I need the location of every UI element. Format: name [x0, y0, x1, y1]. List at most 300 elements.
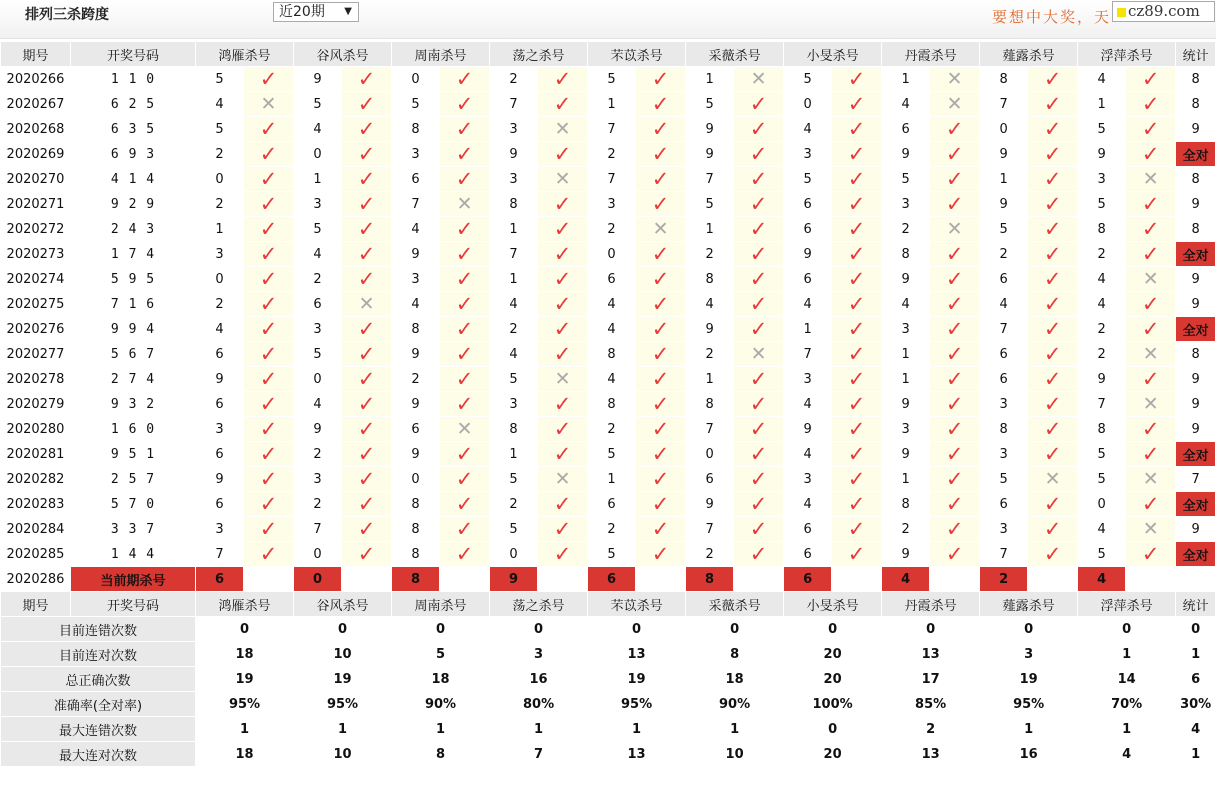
- stat-cell: 8: [1176, 217, 1216, 242]
- check-icon: ✓: [749, 416, 768, 441]
- kill-number-cell: 2: [980, 242, 1028, 267]
- result-cell: [636, 142, 686, 167]
- result-cell: [342, 267, 392, 292]
- kill-number-cell: 8: [392, 317, 440, 342]
- check-icon: ✓: [1043, 216, 1062, 241]
- check-icon: ✓: [553, 241, 572, 266]
- kill-number-cell: 4: [1078, 267, 1126, 292]
- kill-number-cell: 9: [392, 442, 440, 467]
- header-expert[interactable]: 采薇杀号: [686, 42, 784, 67]
- result-cell: [930, 117, 980, 142]
- kill-number-cell: 9: [686, 317, 734, 342]
- check-icon: ✓: [455, 516, 474, 541]
- check-icon: ✓: [259, 266, 278, 291]
- cross-icon: ✕: [554, 168, 571, 190]
- check-icon: ✓: [357, 66, 376, 91]
- check-icon: ✓: [749, 466, 768, 491]
- draw-number-cell: 1 4 4: [71, 542, 196, 567]
- check-icon: ✓: [749, 541, 768, 566]
- check-icon: ✓: [553, 291, 572, 316]
- table-row: [1, 442, 1216, 467]
- result-cell: [244, 317, 294, 342]
- kill-number-cell: 5: [784, 67, 832, 92]
- kill-number-cell: 9: [196, 367, 244, 392]
- kill-number-cell: 8: [490, 417, 538, 442]
- check-icon: ✓: [455, 116, 474, 141]
- kill-number-cell: 3: [294, 317, 342, 342]
- result-cell: [1028, 392, 1078, 417]
- header-period: 期号: [1, 592, 71, 617]
- check-icon: ✓: [553, 266, 572, 291]
- kill-number-cell: 4: [588, 367, 636, 392]
- kill-number-cell: 3: [882, 417, 930, 442]
- result-cell: [244, 292, 294, 317]
- result-cell: [636, 342, 686, 367]
- kill-number-cell: 0: [294, 367, 342, 392]
- dropdown-arrow-icon: ▼: [344, 6, 352, 17]
- kill-number-cell: 1: [882, 342, 930, 367]
- kill-number-cell: 3: [784, 367, 832, 392]
- summary-value: 0: [1078, 617, 1176, 642]
- result-cell: [636, 517, 686, 542]
- summary-label: 目前连错次数: [1, 617, 196, 642]
- result-cell: [244, 92, 294, 117]
- check-icon: ✓: [749, 391, 768, 416]
- stat-cell: 9: [1176, 117, 1216, 142]
- result-cell: [930, 467, 980, 492]
- kill-number-cell: 7: [784, 342, 832, 367]
- result-cell: [538, 442, 588, 467]
- result-cell: [1126, 392, 1176, 417]
- check-icon: ✓: [357, 441, 376, 466]
- check-icon: ✓: [259, 116, 278, 141]
- current-kill-number: 8: [686, 567, 734, 592]
- kill-number-cell: 5: [1078, 467, 1126, 492]
- check-icon: ✓: [259, 366, 278, 391]
- check-icon: ✓: [455, 391, 474, 416]
- cross-icon: ✕: [456, 418, 473, 440]
- kill-number-cell: 4: [196, 92, 244, 117]
- result-cell: [1126, 167, 1176, 192]
- check-icon: ✓: [945, 266, 964, 291]
- kill-number-cell: 7: [980, 92, 1028, 117]
- check-icon: ✓: [357, 391, 376, 416]
- summary-value: 0: [784, 617, 882, 642]
- period-cell: 2020278: [1, 367, 71, 392]
- header-expert[interactable]: 浮萍杀号: [1078, 42, 1176, 67]
- header-expert[interactable]: 周南杀号: [392, 592, 490, 617]
- result-cell: [538, 417, 588, 442]
- kill-number-cell: 8: [392, 492, 440, 517]
- kill-number-cell: 9: [686, 492, 734, 517]
- result-cell: [538, 92, 588, 117]
- result-cell: [1126, 267, 1176, 292]
- summary-value: 19: [196, 667, 294, 692]
- kill-number-cell: 4: [784, 492, 832, 517]
- kill-number-cell: 7: [588, 167, 636, 192]
- kill-number-cell: 2: [294, 492, 342, 517]
- result-cell: [734, 542, 784, 567]
- check-icon: ✓: [259, 466, 278, 491]
- check-icon: ✓: [1043, 141, 1062, 166]
- check-icon: ✓: [749, 91, 768, 116]
- kill-number-cell: 6: [980, 367, 1028, 392]
- kill-number-cell: 1: [882, 67, 930, 92]
- table-row: [1, 542, 1216, 567]
- cross-icon: ✕: [1142, 168, 1159, 190]
- result-cell: [930, 317, 980, 342]
- header-expert[interactable]: 小旻杀号: [784, 592, 882, 617]
- header-expert[interactable]: 周南杀号: [392, 42, 490, 67]
- kill-number-cell: 7: [686, 167, 734, 192]
- current-kill-number: 6: [784, 567, 832, 592]
- header-expert[interactable]: 芣苡杀号: [588, 592, 686, 617]
- check-icon: ✓: [1141, 191, 1160, 216]
- kill-number-cell: 6: [392, 167, 440, 192]
- result-cell: [930, 342, 980, 367]
- result-cell: [244, 342, 294, 367]
- check-icon: ✓: [1141, 141, 1160, 166]
- header-expert[interactable]: 丹霞杀号: [882, 42, 980, 67]
- check-icon: ✓: [455, 241, 474, 266]
- period-cell: 2020285: [1, 542, 71, 567]
- kill-number-cell: 9: [686, 117, 734, 142]
- result-cell: [1028, 342, 1078, 367]
- check-icon: ✓: [1141, 316, 1160, 341]
- current-kill-number: 4: [1078, 567, 1126, 592]
- kill-number-cell: 9: [882, 267, 930, 292]
- header-expert[interactable]: 鸿雁杀号: [196, 592, 294, 617]
- table-row: [1, 342, 1216, 367]
- kill-number-cell: 6: [784, 517, 832, 542]
- current-kill-number: 4: [882, 567, 930, 592]
- summary-value: 19: [980, 667, 1078, 692]
- check-icon: ✓: [651, 116, 670, 141]
- header-expert[interactable]: 小旻杀号: [784, 42, 882, 67]
- check-icon: ✓: [259, 341, 278, 366]
- kill-number-cell: 1: [1078, 92, 1126, 117]
- summary-value: 4: [1078, 742, 1176, 767]
- result-cell: [734, 317, 784, 342]
- header-expert[interactable]: 薤露杀号: [980, 592, 1078, 617]
- kill-number-cell: 5: [490, 517, 538, 542]
- header-expert[interactable]: 丹霞杀号: [882, 592, 980, 617]
- result-cell: [930, 67, 980, 92]
- result-cell: [1126, 467, 1176, 492]
- header-expert[interactable]: 谷风杀号: [294, 592, 392, 617]
- check-icon: ✓: [1043, 341, 1062, 366]
- check-icon: ✓: [553, 416, 572, 441]
- result-cell: [930, 217, 980, 242]
- check-icon: ✓: [1141, 241, 1160, 266]
- check-icon: ✓: [553, 541, 572, 566]
- result-cell: [244, 242, 294, 267]
- result-cell: [832, 292, 882, 317]
- result-cell: [1126, 342, 1176, 367]
- stat-cell: 全对: [1176, 542, 1216, 567]
- draw-number-cell: 2 5 7: [71, 467, 196, 492]
- summary-value: 90%: [392, 692, 490, 717]
- site-logo[interactable]: [1112, 1, 1215, 22]
- kill-number-cell: 5: [1078, 192, 1126, 217]
- check-icon: ✓: [651, 416, 670, 441]
- check-icon: ✓: [259, 316, 278, 341]
- check-icon: ✓: [1141, 541, 1160, 566]
- result-cell: [1028, 467, 1078, 492]
- check-icon: ✓: [651, 391, 670, 416]
- kill-number-cell: 2: [294, 267, 342, 292]
- stat-cell: 9: [1176, 192, 1216, 217]
- table-row: [1, 417, 1216, 442]
- summary-value: 1: [1078, 717, 1176, 742]
- result-cell: [636, 317, 686, 342]
- summary-value: 0: [392, 617, 490, 642]
- result-cell: [538, 542, 588, 567]
- kill-number-cell: 4: [1078, 517, 1126, 542]
- check-icon: ✓: [1043, 241, 1062, 266]
- table-row: [1, 67, 1216, 92]
- result-cell: [1028, 67, 1078, 92]
- check-icon: ✓: [847, 541, 866, 566]
- kill-number-cell: 3: [196, 417, 244, 442]
- kill-number-cell: 9: [882, 142, 930, 167]
- period-cell: 2020268: [1, 117, 71, 142]
- check-icon: ✓: [651, 291, 670, 316]
- check-icon: ✓: [553, 141, 572, 166]
- result-cell: [734, 517, 784, 542]
- kill-number-cell: 6: [196, 342, 244, 367]
- check-icon: ✓: [1043, 266, 1062, 291]
- summary-value: 19: [588, 667, 686, 692]
- summary-value: 1: [294, 717, 392, 742]
- kill-number-cell: 5: [686, 92, 734, 117]
- kill-number-cell: 2: [882, 517, 930, 542]
- check-icon: ✓: [357, 166, 376, 191]
- kill-number-cell: 7: [588, 117, 636, 142]
- summary-value: 0: [490, 617, 588, 642]
- header-expert[interactable]: 鸿雁杀号: [196, 42, 294, 67]
- kill-number-cell: 4: [392, 217, 440, 242]
- current-period-cell: 2020286: [1, 567, 71, 592]
- header-expert[interactable]: 芣苡杀号: [588, 42, 686, 67]
- check-icon: ✓: [749, 316, 768, 341]
- current-blank-cell: [1028, 567, 1078, 592]
- kill-number-cell: 9: [1078, 367, 1126, 392]
- kill-number-cell: 0: [686, 442, 734, 467]
- check-icon: ✓: [455, 316, 474, 341]
- result-cell: [930, 192, 980, 217]
- result-cell: [734, 142, 784, 167]
- check-icon: ✓: [945, 541, 964, 566]
- result-cell: [440, 392, 490, 417]
- check-icon: ✓: [847, 166, 866, 191]
- result-cell: [636, 417, 686, 442]
- check-icon: ✓: [455, 91, 474, 116]
- result-cell: [1028, 417, 1078, 442]
- header-expert[interactable]: 采薇杀号: [686, 592, 784, 617]
- period-cell: 2020276: [1, 317, 71, 342]
- period-select-value: 近20期: [279, 4, 325, 20]
- result-cell: [734, 367, 784, 392]
- kill-number-cell: 8: [490, 192, 538, 217]
- kill-number-cell: 6: [784, 267, 832, 292]
- kill-number-cell: 3: [784, 467, 832, 492]
- kill-number-cell: 4: [784, 117, 832, 142]
- kill-number-cell: 5: [1078, 542, 1126, 567]
- summary-value: 1: [686, 717, 784, 742]
- kill-number-cell: 4: [588, 317, 636, 342]
- header-expert[interactable]: 荡之杀号: [490, 592, 588, 617]
- summary-row: [1, 642, 1216, 667]
- stat-cell: 7: [1176, 467, 1216, 492]
- result-cell: [1028, 492, 1078, 517]
- summary-label: 最大连错次数: [1, 717, 196, 742]
- summary-label: 最大连对次数: [1, 742, 196, 767]
- kill-number-cell: 8: [686, 392, 734, 417]
- kill-number-cell: 2: [392, 367, 440, 392]
- result-cell: [244, 167, 294, 192]
- kill-number-cell: 5: [294, 217, 342, 242]
- result-cell: [440, 317, 490, 342]
- header-expert[interactable]: 荡之杀号: [490, 42, 588, 67]
- current-blank-cell: [832, 567, 882, 592]
- summary-value: 10: [294, 642, 392, 667]
- kill-number-cell: 2: [686, 242, 734, 267]
- check-icon: ✓: [945, 466, 964, 491]
- kill-number-cell: 7: [980, 317, 1028, 342]
- header-expert[interactable]: 薤露杀号: [980, 42, 1078, 67]
- period-cell: 2020279: [1, 392, 71, 417]
- result-cell: [832, 517, 882, 542]
- kill-number-cell: 2: [196, 192, 244, 217]
- check-icon: ✓: [1141, 216, 1160, 241]
- current-kill-label: 当前期杀号: [71, 567, 196, 592]
- kill-number-cell: 5: [490, 467, 538, 492]
- table-row: [1, 142, 1216, 167]
- draw-number-cell: 6 2 5: [71, 92, 196, 117]
- result-cell: [930, 267, 980, 292]
- check-icon: ✓: [945, 241, 964, 266]
- summary-value: 1: [588, 717, 686, 742]
- table-row: [1, 367, 1216, 392]
- kill-number-cell: 6: [196, 392, 244, 417]
- result-cell: [538, 142, 588, 167]
- draw-number-cell: 9 3 2: [71, 392, 196, 417]
- kill-number-cell: 5: [490, 367, 538, 392]
- check-icon: ✓: [455, 341, 474, 366]
- kill-number-cell: 9: [882, 542, 930, 567]
- kill-number-cell: 9: [784, 242, 832, 267]
- summary-label: 总正确次数: [1, 667, 196, 692]
- summary-value: 1: [490, 717, 588, 742]
- period-cell: 2020271: [1, 192, 71, 217]
- result-cell: [930, 142, 980, 167]
- kill-number-cell: 2: [490, 492, 538, 517]
- check-icon: ✓: [553, 441, 572, 466]
- kill-number-cell: 4: [784, 392, 832, 417]
- result-cell: [832, 317, 882, 342]
- kill-number-cell: 2: [686, 542, 734, 567]
- period-select[interactable]: [273, 2, 359, 22]
- check-icon: ✓: [259, 416, 278, 441]
- period-cell: 2020275: [1, 292, 71, 317]
- check-icon: ✓: [1141, 491, 1160, 516]
- result-cell: [244, 117, 294, 142]
- period-cell: 2020284: [1, 517, 71, 542]
- summary-value: 18: [392, 667, 490, 692]
- cross-icon: ✕: [946, 68, 963, 90]
- check-icon: ✓: [945, 291, 964, 316]
- summary-row: [1, 617, 1216, 642]
- stat-cell: 全对: [1176, 492, 1216, 517]
- check-icon: ✓: [749, 191, 768, 216]
- check-icon: ✓: [847, 241, 866, 266]
- kill-number-cell: 8: [1078, 417, 1126, 442]
- kill-number-cell: 7: [294, 517, 342, 542]
- result-cell: [734, 217, 784, 242]
- check-icon: ✓: [455, 216, 474, 241]
- kill-number-cell: 9: [1078, 142, 1126, 167]
- check-icon: ✓: [455, 141, 474, 166]
- result-cell: [440, 467, 490, 492]
- kill-number-cell: 9: [392, 242, 440, 267]
- kill-number-cell: 3: [490, 167, 538, 192]
- summary-value: 17: [882, 667, 980, 692]
- kill-number-cell: 4: [294, 242, 342, 267]
- check-icon: ✓: [749, 441, 768, 466]
- draw-number-cell: 4 1 4: [71, 167, 196, 192]
- check-icon: ✓: [553, 191, 572, 216]
- result-cell: [342, 417, 392, 442]
- result-cell: [244, 367, 294, 392]
- result-cell: [636, 292, 686, 317]
- kill-number-cell: 2: [196, 292, 244, 317]
- kill-number-cell: 6: [196, 442, 244, 467]
- kill-number-cell: 7: [196, 542, 244, 567]
- kill-number-cell: 3: [882, 317, 930, 342]
- table-row: [1, 467, 1216, 492]
- result-cell: [734, 167, 784, 192]
- check-icon: ✓: [357, 241, 376, 266]
- slogan-text: 要想中大奖，天: [992, 8, 1112, 26]
- header-expert[interactable]: 浮萍杀号: [1078, 592, 1176, 617]
- summary-value: 3: [980, 642, 1078, 667]
- result-cell: [832, 467, 882, 492]
- kill-number-cell: 8: [392, 117, 440, 142]
- kill-number-cell: 6: [882, 117, 930, 142]
- check-icon: ✓: [651, 541, 670, 566]
- result-cell: [342, 317, 392, 342]
- kill-number-cell: 1: [196, 217, 244, 242]
- result-cell: [832, 442, 882, 467]
- result-cell: [538, 367, 588, 392]
- kill-number-cell: 8: [1078, 217, 1126, 242]
- header-expert[interactable]: 谷风杀号: [294, 42, 392, 67]
- result-cell: [832, 492, 882, 517]
- result-cell: [538, 267, 588, 292]
- result-cell: [1126, 417, 1176, 442]
- cross-icon: ✕: [1044, 468, 1061, 490]
- result-cell: [244, 392, 294, 417]
- draw-number-cell: 1 6 0: [71, 417, 196, 442]
- check-icon: ✓: [455, 441, 474, 466]
- check-icon: ✓: [749, 166, 768, 191]
- result-cell: [440, 542, 490, 567]
- stat-cell: 8: [1176, 67, 1216, 92]
- summary-value: 10: [686, 742, 784, 767]
- cross-icon: ✕: [358, 293, 375, 315]
- check-icon: ✓: [259, 191, 278, 216]
